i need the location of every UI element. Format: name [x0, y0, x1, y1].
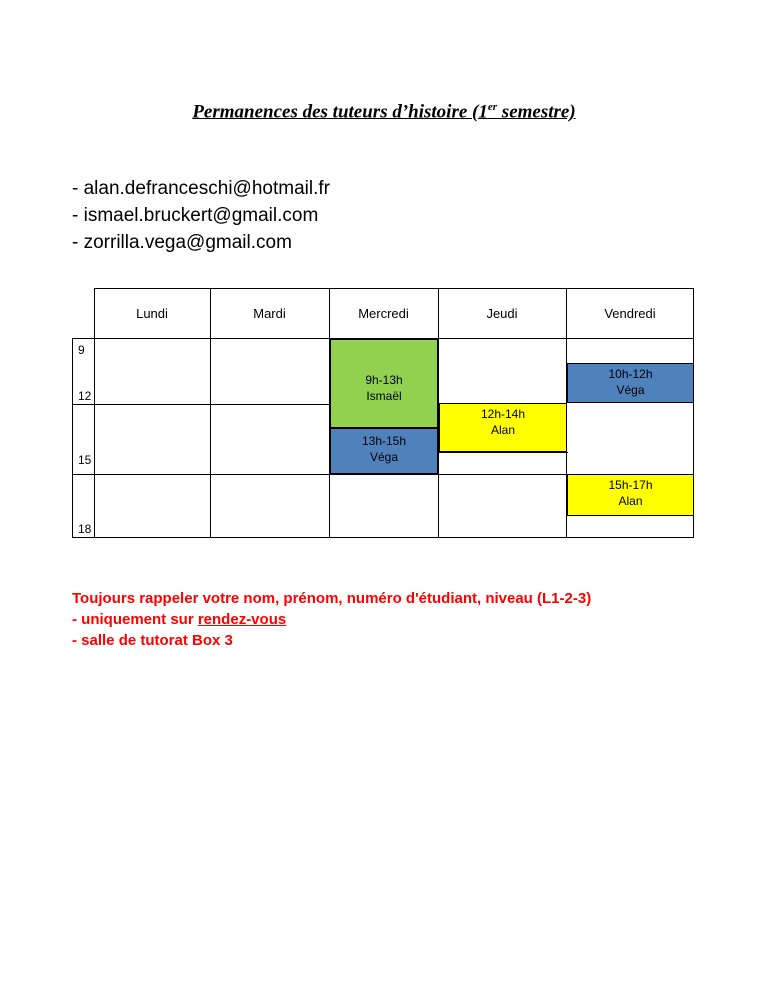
- header-jeudi: Jeudi: [486, 306, 518, 321]
- slot-time: 9h-13h: [365, 373, 403, 387]
- slot-time: 10h-12h: [608, 367, 653, 381]
- email-alan[interactable]: - alan.defranceschi@hotmail.fr: [72, 178, 330, 199]
- hour-18: 18: [78, 522, 92, 536]
- slot-tutor: Ismaël: [366, 389, 402, 403]
- slot-tutor: Alan: [618, 494, 643, 508]
- page-title: Permanences des tuteurs d’histoire (1er semestre): [192, 101, 576, 123]
- slot-time: 12h-14h: [480, 407, 526, 421]
- slot-mercredi-ismael: [330, 339, 438, 428]
- appointment-text: rendez-vous: [197, 611, 287, 628]
- slot-time: 15h-17h: [608, 478, 653, 492]
- header-mardi: Mardi: [253, 306, 286, 321]
- instruction-line-2: - uniquement sur rendez-vous: [72, 611, 287, 628]
- slot-mercredi-vega: [330, 428, 438, 474]
- slot-tutor: Véga: [616, 383, 645, 397]
- hour-12: 12: [78, 389, 92, 403]
- email-ismael[interactable]: - ismael.bruckert@gmail.com: [72, 205, 319, 226]
- slot-vendredi-vega: [567, 363, 694, 403]
- slot-jeudi-alan: [439, 403, 567, 452]
- instruction-line-3: - salle de tutorat Box 3: [72, 632, 233, 649]
- schedule-table: [72, 288, 694, 538]
- slot-time: 13h-15h: [361, 434, 407, 448]
- tutor-email-list: [72, 175, 330, 256]
- hour-9: 9: [78, 343, 85, 357]
- header-mercredi: Mercredi: [358, 306, 409, 321]
- slot-tutor: Alan: [490, 423, 516, 437]
- instruction-line-1: Toujours rappeler votre nom, prénom, numéro d'étudiant, niveau (L1-2-3): [72, 590, 592, 607]
- hour-15: 15: [78, 453, 92, 467]
- email-vega[interactable]: - zorrilla.vega@gmail.com: [72, 232, 292, 253]
- slot-vendredi-alan: [567, 474, 694, 516]
- slot-tutor: Véga: [369, 450, 399, 464]
- header-vendredi: Vendredi: [604, 306, 656, 321]
- instructions: [72, 588, 591, 651]
- header-lundi: Lundi: [136, 306, 168, 321]
